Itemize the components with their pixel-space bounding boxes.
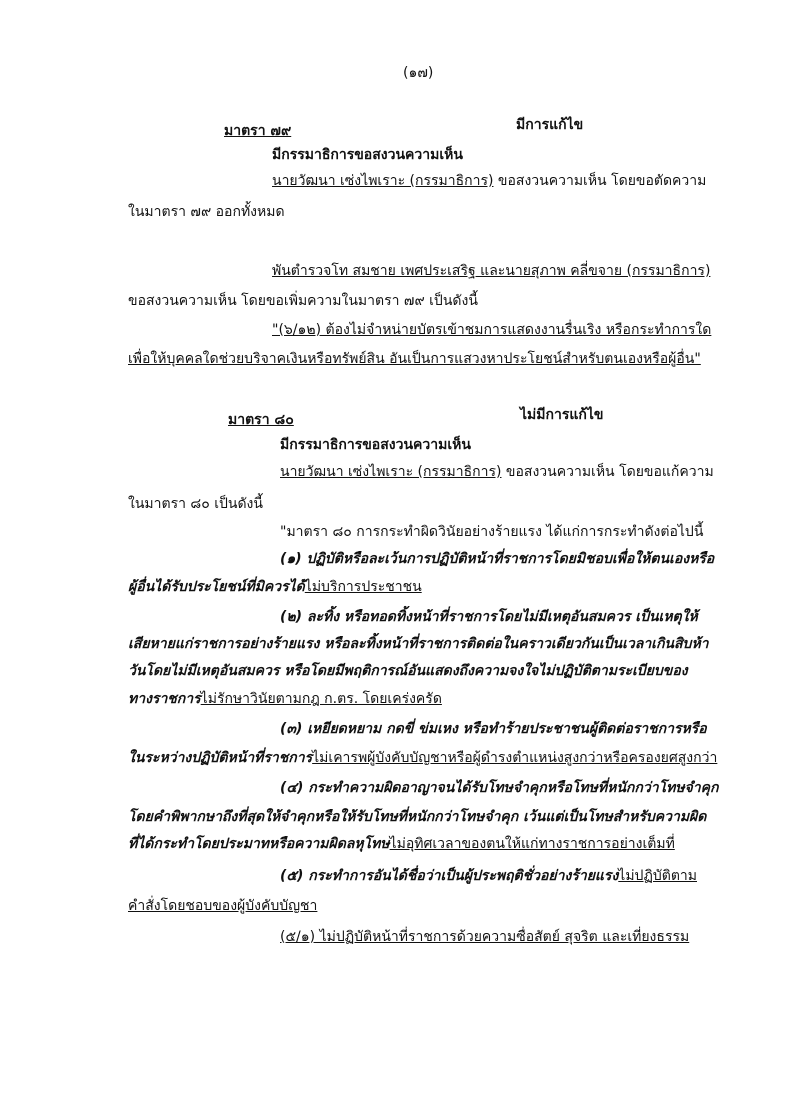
section-79-reservation2-name: พันตำรวจโท สมชาย เพศประเสริฐ และนายสุภาพ คลี่ขจาย (กรรมาธิการ) xyxy=(272,263,711,279)
item4-line1: (๔) กระทำความผิดอาญาจนได้รับโทษจำคุกหรือโทษที่หนักกว่าโทษจำคุก xyxy=(280,780,719,796)
section-79-amend-line1: "(๖/๑๒) ต้องไม่จำหน่ายบัตรเข้าชมการแสดงงานรื่นเริง หรือกระทำการใด xyxy=(272,322,712,338)
reservation-text: ขอสงวนความเห็น โดยขอแก้ความ xyxy=(501,464,714,480)
item5-line2: คำสั่งโดยชอบของผู้บังคับบัญชา xyxy=(128,898,318,914)
item1-line2-b: ไม่บริการประชาชน xyxy=(304,579,422,595)
section-80-intro: "มาตรา ๘๐ การกระทำผิดวินัยอย่างร้ายแรง ได้แก่การกระทำดังต่อไปนี้ xyxy=(280,524,704,540)
committee-member-name: นายวัฒนา เซ่งไพเราะ (กรรมาธิการ) xyxy=(272,173,494,189)
section-80-reservation-heading: มีกรรมาธิการขอสงวนความเห็น xyxy=(280,437,471,453)
section-80-status: ไม่มีการแก้ไข xyxy=(520,407,604,423)
item5-line1-b: ไม่ปฏิบัติตาม xyxy=(618,868,697,884)
item4-line2: โดยคำพิพากษาถึงที่สุดให้จำคุกหรือให้รับโทษที่หนักกว่าโทษจำคุก เว้นแต่เป็นโทษสำหรับความผิด xyxy=(128,809,707,825)
item3-line2 xyxy=(128,748,717,768)
item4-line3 xyxy=(128,834,675,854)
page-number: (๑๗) xyxy=(403,65,434,81)
section-79-amend-line2: เพื่อให้บุคคลใดช่วยบริจาคเงินหรือทรัพย์สิน อันเป็นการแสวงหาประโยชน์สำหรับตนเองหรือผู้อื่น" xyxy=(128,351,701,367)
item2-line4 xyxy=(128,689,442,709)
item3-line1: (๓) เหยียดหยาม กดขี่ ข่มเหง หรือทำร้ายประชาชนผู้ติดต่อราชการหรือ xyxy=(280,721,707,737)
item3-line2-b: ไม่เคารพผู้บังคับบัญชาหรือผู้ดำรงตำแหน่งสูงกว่าหรือครองยศสูงกว่า xyxy=(312,750,718,766)
item1-line2 xyxy=(128,577,422,597)
section-79-title: มาตรา ๗๙ xyxy=(224,123,292,139)
section-80-title: มาตรา ๘๐ xyxy=(228,412,294,428)
item2-line3: วันโดยไม่มีเหตุอันสมควร หรือโดยมีพฤติการณ์อันแสดงถึงความจงใจไม่ปฏิบัติตามระเบียบของ xyxy=(128,663,688,679)
item3-line2-a: ในระหว่างปฏิบัติหน้าที่ราชการ xyxy=(128,750,313,766)
item1-line2-a: ผู้อื่นได้รับประโยชน์ที่มิควรได้ xyxy=(128,579,305,595)
item5-1-line1: (๕/๑) ไม่ปฏิบัติหน้าที่ราชการด้วยความซื่อสัตย์ สุจริต และเที่ยงธรรม xyxy=(280,929,690,945)
section-80-reservation-line xyxy=(280,462,714,482)
section-80-reservation-cont: ในมาตรา ๘๐ เป็นดังนี้ xyxy=(128,496,263,512)
section-79-reservation1-cont: ในมาตรา ๗๙ ออกทั้งหมด xyxy=(128,204,285,220)
section-79-reservation1-line xyxy=(272,171,706,191)
item2-line4-b: ไม่รักษาวินัยตามกฎ ก.ตร. โดยเคร่งครัด xyxy=(200,691,442,707)
item1-line1: (๑) ปฏิบัติหรือละเว้นการปฏิบัติหน้าที่ราชการโดยมิชอบเพื่อให้ตนเองหรือ xyxy=(280,551,715,567)
committee-member-name: นายวัฒนา เซ่งไพเราะ (กรรมาธิการ) xyxy=(280,464,502,480)
item5-line1 xyxy=(280,866,697,886)
item4-line3-a: ที่ได้กระทำโดยประมาทหรือความผิดลหุโทษ xyxy=(128,836,390,852)
item2-line1: (๒) ละทิ้ง หรือทอดทิ้งหน้าที่ราชการโดยไม่มีเหตุอันสมควร เป็นเหตุให้ xyxy=(280,609,698,625)
item5-line1-a: (๕) กระทำการอันได้ชื่อว่าเป็นผู้ประพฤติชั่วอย่างร้ายแรง xyxy=(280,868,619,884)
reservation-text: ขอสงวนความเห็น โดยขอตัดความ xyxy=(493,173,707,189)
item2-line2: เสียหายแก่ราชการอย่างร้ายแรง หรือละทิ้งหน้าที่ราชการติดต่อในคราวเดียวกันเป็นเวลาเกินสิบห้า xyxy=(128,636,709,652)
section-79-status: มีการแก้ไข xyxy=(516,117,584,133)
item2-line4-a: ทางราชการ xyxy=(128,691,201,707)
item4-line3-b: ไม่อุทิศเวลาของตนให้แก่ทางราชการอย่างเต็มที่ xyxy=(389,836,675,852)
section-79-reservation2-text: ขอสงวนความเห็น โดยขอเพิ่มความในมาตรา ๗๙ เป็นดังนี้ xyxy=(128,293,478,309)
section-79-reservation-heading: มีกรรมาธิการขอสงวนความเห็น xyxy=(272,147,463,163)
